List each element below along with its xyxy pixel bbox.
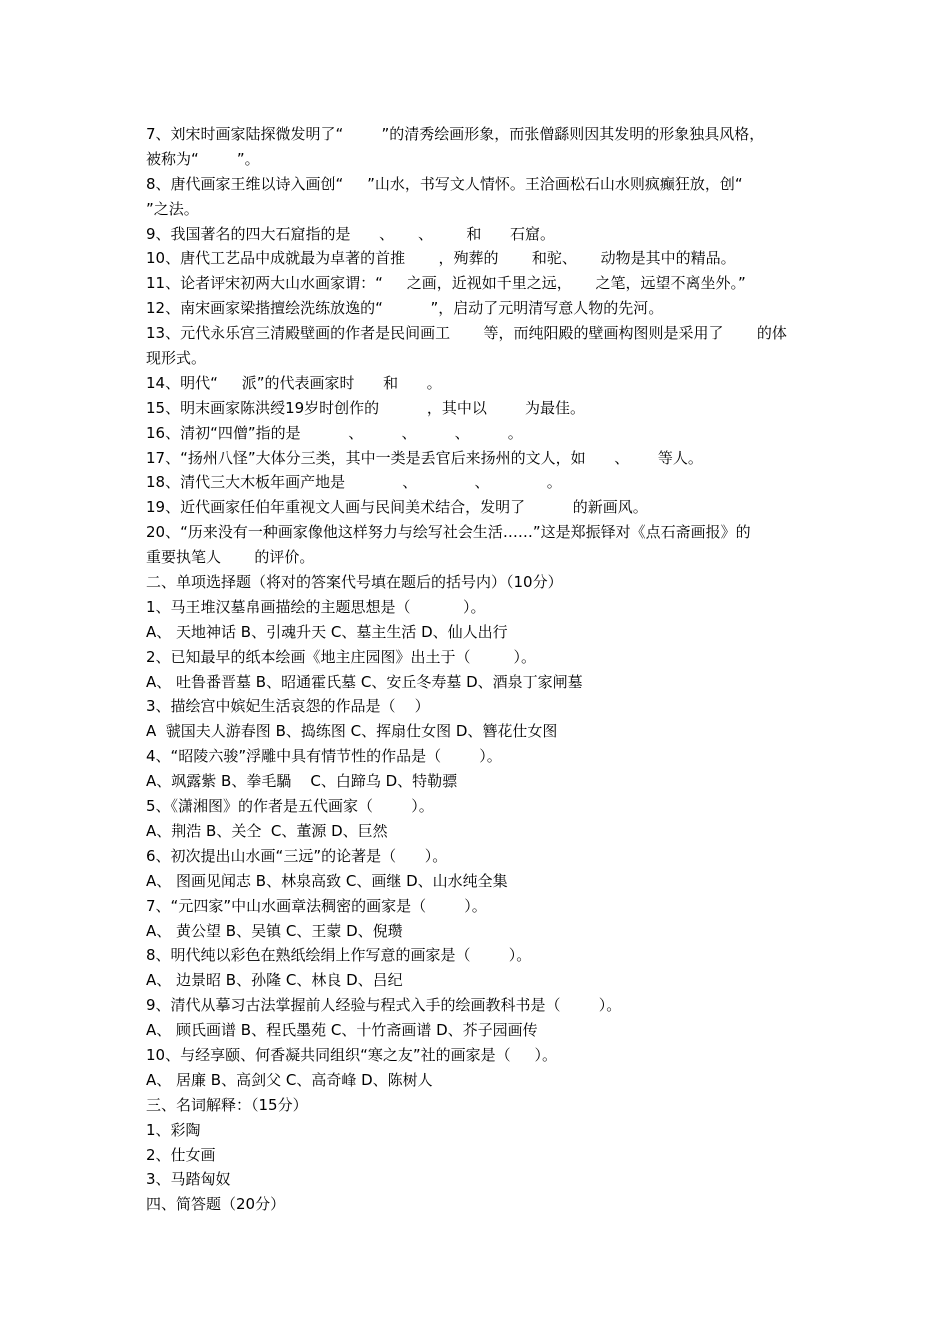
text-line: 19、近代画家任伯年重视文人画与民间美术结合，发明了 的新画风。 <box>146 498 648 517</box>
question-line: 6、初次提出山水画“三远”的论著是（ ）。 <box>146 846 448 865</box>
text-line: 16、清初“四僧”指的是 、 、 、 。 <box>146 423 523 442</box>
term-item: 2、仕女画 <box>146 1145 216 1164</box>
options-line: A、 图画见闻志 B、林泉高致 C、画继 D、山水纯全集 <box>146 871 508 890</box>
text-line: 13、元代永乐宫三清殿壁画的作者是民间画工 等，而纯阳殿的壁画构图则是采用了 的体 <box>146 324 787 343</box>
options-line: A、荆浩 B、关仝 C、董源 D、巨然 <box>146 821 388 840</box>
options-line: A、 边景昭 B、孙隆 C、林良 D、吕纪 <box>146 971 403 990</box>
text-line: ”之法。 <box>146 199 199 218</box>
text-line: 8、唐代画家王维以诗入画创“ ”山水，书写文人情怀。王洽画松石山水则疯癫狂放，创“ <box>146 174 743 193</box>
text-line: 14、明代“ 派”的代表画家时 和 。 <box>146 373 442 392</box>
text-line: 7、刘宋时画家陆探微发明了“ ”的清秀绘画形象，而张僧繇则因其发明的形象独具风格， <box>146 125 765 143</box>
question-line: 3、描绘宫中嫔妃生活哀怨的作品是（ ） <box>146 697 430 716</box>
section-heading: 四、简答题（20分） <box>146 1195 286 1214</box>
options-line: A 虢国夫人游春图 B、捣练图 C、挥扇仕女图 D、簪花仕女图 <box>146 722 558 741</box>
question-line: 10、与经享颐、何香凝共同组织“寒之友”社的画家是（ ）。 <box>146 1045 557 1064</box>
options-line: A、 顾氏画谱 B、程氏墨苑 C、十竹斋画谱 D、芥子园画传 <box>146 1021 538 1040</box>
question-line: 8、明代纯以彩色在熟纸绘绢上作写意的画家是（ ）。 <box>146 946 532 965</box>
term-item: 1、彩陶 <box>146 1120 201 1139</box>
text-line: 10、唐代工艺品中成就最为卓著的首推 ，殉葬的 和驼、 动物是其中的精品。 <box>146 249 736 268</box>
options-line: A、 吐鲁番晋墓 B、昭通霍氏墓 C、安丘冬寿墓 D、酒泉丁家闸墓 <box>146 672 583 691</box>
options-line: A、 黄公望 B、吴镇 C、王蒙 D、倪瓒 <box>146 921 403 940</box>
text-line: 15、明末画家陈洪绶19岁时创作的 ，其中以 为最佳。 <box>146 398 586 417</box>
section-heading: 三、名词解释：（15分） <box>146 1095 308 1114</box>
question-line: 2、已知最早的纸本绘画《地主庄园图》出土于（ ）。 <box>146 647 536 666</box>
options-line: A、飒露紫 B、拳毛騧 C、白蹄乌 D、特勒骠 <box>146 772 458 791</box>
options-line: A、 居廉 B、高剑父 C、高奇峰 D、陈树人 <box>146 1070 433 1089</box>
text-line: 18、清代三大木板年画产地是 、 、 。 <box>146 473 562 492</box>
text-line: 12、南宋画家梁揩擅绘洗练放逸的“ ”，启动了元明清写意人物的先河。 <box>146 299 664 318</box>
text-line: 重要执笔人 的评价。 <box>146 548 315 567</box>
question-line: 7、“元四家”中山水画章法稠密的画家是（ ）。 <box>146 896 487 915</box>
document-body <box>146 122 846 1217</box>
text-line: 11、论者评宋初两大山水画家谓：“ 之画，近视如千里之远， 之笔，远望不离坐外。” <box>146 274 746 293</box>
text-line: 9、我国著名的四大石窟指的是 、 、 和 石窟。 <box>146 224 555 243</box>
text-line: 现形式。 <box>146 349 207 368</box>
question-line: 5、《潇湘图》的作者是五代画家（ ）。 <box>146 797 434 816</box>
question-line: 9、清代从摹习古法掌握前人经验与程式入手的绘画教科书是（ ）。 <box>146 996 622 1015</box>
question-line: 4、“昭陵六骏”浮雕中具有情节性的作品是（ ）。 <box>146 747 502 766</box>
text-line: 被称为“ ”。 <box>146 149 260 168</box>
options-line: A、 天地神话 B、引魂升天 C、墓主生活 D、仙人出行 <box>146 622 508 641</box>
text-line: 20、“历来没有一种画家像他这样努力与绘写社会生活……”这是郑振铎对《点石斋画报》的 <box>146 523 751 542</box>
text-line: 17、“扬州八怪”大体分三类，其中一类是丢官后来扬州的文人，如 、 等人。 <box>146 448 703 467</box>
question-line: 1、马王堆汉墓帛画描绘的主题思想是（ ）。 <box>146 597 486 616</box>
section-heading: 二、单项选择题（将对的答案代号填在题后的括号内）（10分） <box>146 573 563 592</box>
term-item: 3、马踏匈奴 <box>146 1170 231 1189</box>
